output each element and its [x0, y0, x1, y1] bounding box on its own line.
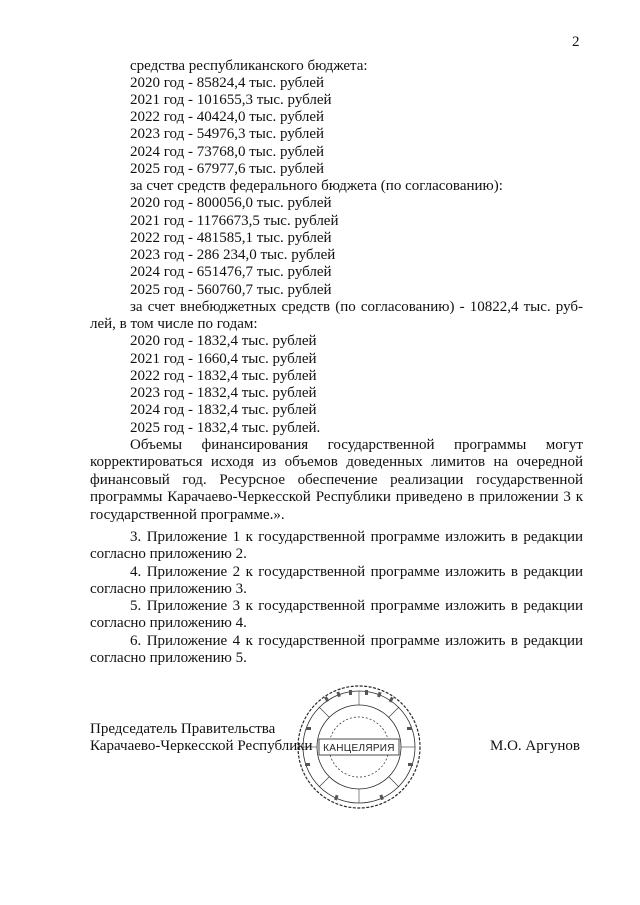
extrabudget-year-line: 2025 год - 1832,4 тыс. рублей. [130, 420, 321, 436]
extrabudget-year-line: 2021 год - 1660,4 тыс. рублей [130, 351, 317, 367]
extrabudget-year-line: 2022 год - 1832,4 тыс. рублей [130, 368, 317, 384]
financing-adjustment-paragraph: Объемы финансирования государственной программы могут корректироваться исходя из объемов доведенных лимитов на очередной финансовый год. Ресурсное обеспечение реализации государственной программы Карачаево-Черкесской Республики приведено в приложении 3 к государственной программе.». [90, 437, 583, 523]
amendment-item-4: 4. Приложение 2 к государственной программе изложить в редакции согласно приложению 3. [90, 564, 583, 598]
signatory-position-line-2: Карачаево-Черкесской Республики [90, 738, 313, 754]
extrabudget-year-line: 2023 год - 1832,4 тыс. рублей [130, 385, 317, 401]
extrabudget-year-line: 2024 год - 1832,4 тыс. рублей [130, 402, 317, 418]
amendment-item-6: 6. Приложение 4 к государственной программе изложить в редакции согласно приложению 5. [90, 633, 583, 667]
signatory-name: М.О. Аргунов [490, 738, 581, 754]
republic-budget-year-line: 2024 год - 73768,0 тыс. рублей [130, 144, 325, 160]
signatory-position-line-1: Председатель Правительства [90, 721, 276, 737]
amendment-item-3: 3. Приложение 1 к государственной программе изложить в редакции согласно приложению 2. [90, 529, 583, 563]
svg-text:КАНЦЕЛЯРИЯ: КАНЦЕЛЯРИЯ [323, 743, 395, 754]
federal-budget-heading: за счет средств федерального бюджета (по согласованию): [130, 178, 503, 194]
extrabudget-heading-continuation: лей, в том числе по годам: [90, 316, 258, 332]
republic-budget-year-line: 2020 год - 85824,4 тыс. рублей [130, 75, 325, 91]
republic-budget-year-line: 2025 год - 67977,6 тыс. рублей [130, 161, 325, 177]
official-seal-stamp [295, 683, 423, 811]
extrabudget-year-line: 2020 год - 1832,4 тыс. рублей [130, 333, 317, 349]
republic-budget-heading: средства республиканского бюджета: [130, 58, 368, 74]
federal-budget-year-line: 2020 год - 800056,0 тыс. рублей [130, 195, 332, 211]
page-number: 2 [572, 34, 580, 50]
federal-budget-year-line: 2022 год - 481585,1 тыс. рублей [130, 230, 332, 246]
republic-budget-year-line: 2023 год - 54976,3 тыс. рублей [130, 126, 325, 142]
federal-budget-year-line: 2023 год - 286 234,0 тыс. рублей [130, 247, 336, 263]
republic-budget-year-line: 2021 год - 101655,3 тыс. рублей [130, 92, 332, 108]
extrabudget-heading: за счет внебюджетных средств (по согласованию) - 10822,4 тыс. руб- [130, 299, 583, 315]
federal-budget-year-line: 2021 год - 1176673,5 тыс. рублей [130, 213, 339, 229]
federal-budget-year-line: 2024 год - 651476,7 тыс. рублей [130, 264, 332, 280]
republic-budget-year-line: 2022 год - 40424,0 тыс. рублей [130, 109, 325, 125]
amendment-item-5: 5. Приложение 3 к государственной программе изложить в редакции согласно приложению 4. [90, 598, 583, 632]
federal-budget-year-line: 2025 год - 560760,7 тыс. рублей [130, 282, 332, 298]
